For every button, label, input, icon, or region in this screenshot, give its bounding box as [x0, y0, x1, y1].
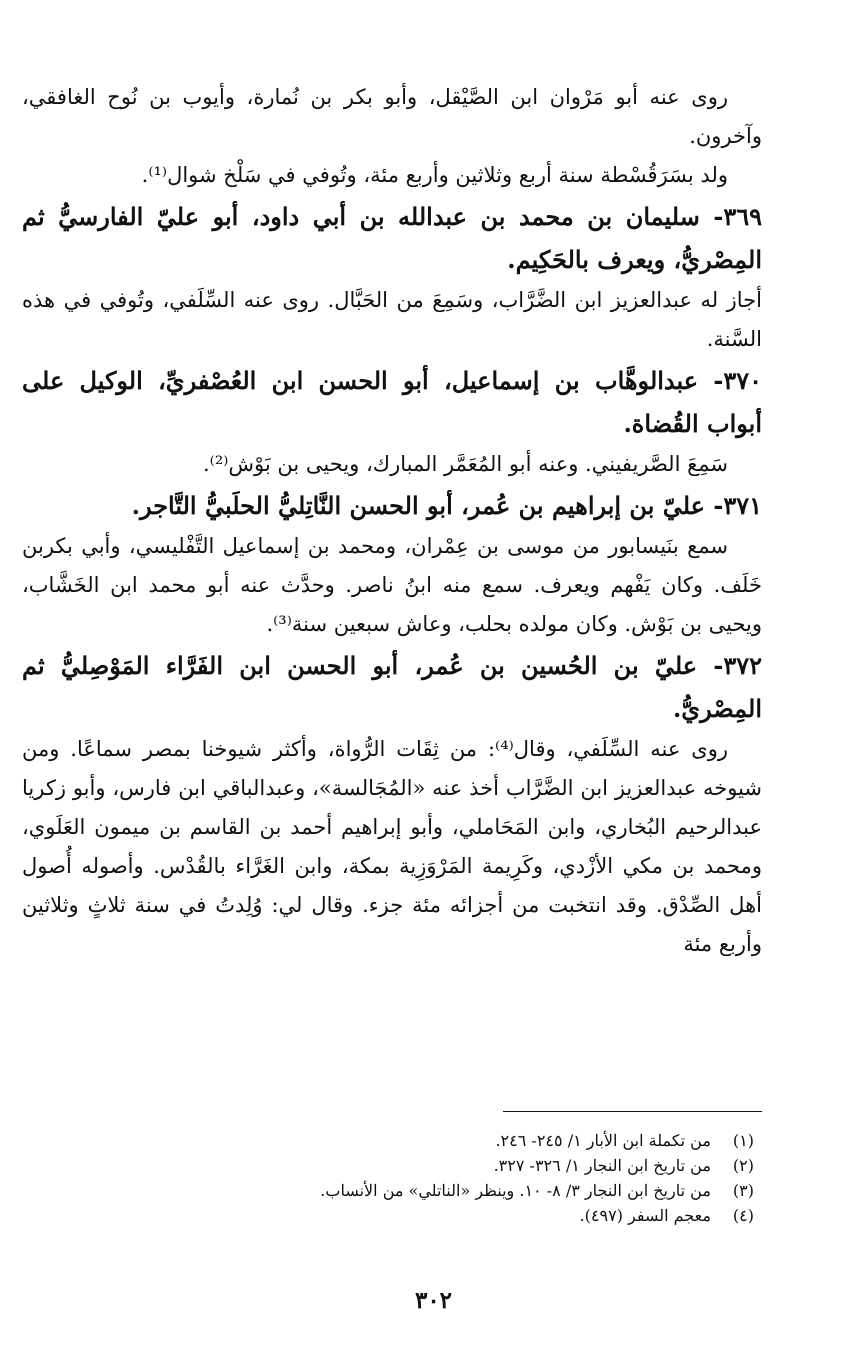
- paragraph: روى عنه أبو مَرْوان ابن الصَّيْقل، وأبو بكر بن نُمارة، وأيوب بن نُوح الغافقي، وآخرون.: [22, 85, 762, 148]
- footnote-number: (٣): [732, 1181, 754, 1200]
- footnote-text: من تكملة ابن الأبار ١/ ٢٤٥- ٢٤٦.: [495, 1131, 711, 1150]
- entry-heading: ٣٦٩- سليمان بن محمد بن عبدالله بن أبي داود، أبو عليّ الفارسيُّ ثم المِصْريُّ، ويعرف بالحَكِيم.: [22, 202, 762, 274]
- footnote: [22, 1178, 762, 1203]
- footnote-number: (٤): [732, 1206, 754, 1225]
- footnote-number: (١): [732, 1131, 754, 1150]
- footnotes: [22, 1128, 762, 1228]
- footnote: [22, 1128, 762, 1153]
- footnote-divider: [503, 1111, 762, 1112]
- footnote-text: من تاريخ ابن النجار ١/ ٣٢٦- ٣٢٧.: [493, 1156, 711, 1175]
- paragraph: روى عنه السِّلَفي، وقال⁽⁴⁾: من ثِقَات الرُّواة، وأكثر شيوخنا بمصر سماعًا. ومن شيوخه عبدالعزيز ابن الضَّرَّاب أخذ عنه «المُجَالسة»، وعبدالباقي ابن فارس، وأبو زكريا عبدالرحيم البُخاري، وابن المَحَاملي، وأبو إبراهيم أحمد بن القاسم بن ميمون العَلَوي، ومحمد بن مكي الأزْدي، وكَرِيمة المَرْوَزِية بمكة، وابن الغَرَّاء بالقُدْس. وأصوله أُصول أهل الصِّدْق. وقد انتخبت من أجزائه مئة جزء. وقال لي: وُلِدتُ في سنة ثلاثٍ وثلاثين وأربع مئة: [22, 737, 762, 956]
- paragraph: سَمِعَ الصَّريفيني. وعنه أبو المُعَمَّر المبارك، ويحيى بن بَوْش⁽²⁾.: [203, 452, 728, 476]
- paragraph: ولد بسَرَقُسْطة سنة أربع وثلاثين وأربع مئة، وتُوفي في سَلْخ شوال⁽¹⁾.: [141, 163, 728, 187]
- paragraph: أجاز له عبدالعزيز ابن الضَّرَّاب، وسَمِعَ من الحَبَّال. روى عنه السِّلَفي، وتُوفي في هذه السَّنة.: [22, 288, 762, 351]
- footnote-text: من تاريخ ابن النجار ٣/ ٨- ١٠. وينظر «الناتلي» من الأنساب.: [320, 1181, 711, 1200]
- footnote-number: (٢): [732, 1156, 754, 1175]
- page-number: ٣٠٢: [414, 1287, 453, 1314]
- footnote: [22, 1203, 762, 1228]
- main-text: [22, 78, 762, 964]
- entry-heading: ٣٧٠- عبدالوهَّاب بن إسماعيل، أبو الحسن ابن العُصْفريِّ، الوكيل على أبواب القُضاة.: [22, 366, 762, 438]
- entry-heading: ٣٧١- عليّ بن إبراهيم بن عُمر، أبو الحسن النَّاتِليُّ الحلَبيُّ التَّاجر.: [131, 491, 762, 520]
- entry-heading: ٣٧٢- عليّ بن الحُسين بن عُمر، أبو الحسن ابن الفَرَّاء المَوْصِليُّ ثم المِصْريُّ.: [22, 651, 762, 723]
- paragraph: سمع بنَيسابور من موسى بن عِمْران، ومحمد بن إسماعيل التَّفْليسي، وأبي بكربن خَلَف. وكان يَفْهم ويعرف. سمع منه ابنُ ناصر. وحدَّث عنه أبو محمد ابن الخَشَّاب، ويحيى بن بَوْش. وكان مولده بحلب، وعاش سبعين سنة⁽³⁾.: [22, 534, 762, 636]
- footnote: [22, 1153, 762, 1178]
- footnote-text: معجم السفر (٤٩٧).: [579, 1206, 711, 1225]
